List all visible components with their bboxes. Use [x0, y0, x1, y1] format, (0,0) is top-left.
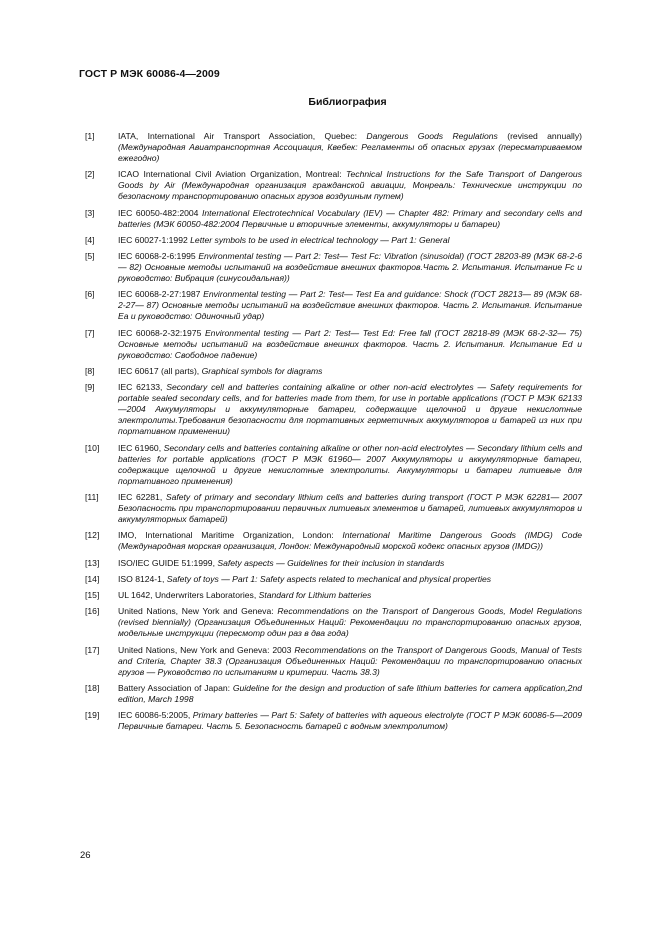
- bibliography-entry: [85, 558, 582, 569]
- entry-title: International Maritime Dangerous Goods (IMDG) Code: [342, 530, 583, 541]
- entry-citation: [118, 208, 582, 230]
- bibliography-entry: [85, 710, 582, 732]
- entry-reference: IEC 60068-2-27:1987: [118, 289, 204, 300]
- bibliography-entry: [85, 530, 582, 552]
- bibliography-entry: [85, 131, 582, 164]
- entry-body: [118, 382, 582, 437]
- entry-body: [118, 366, 582, 377]
- page-number: 26: [80, 850, 91, 861]
- entry-reference: UL 1642, Underwriters Laboratories,: [118, 590, 259, 601]
- entry-reference: IMO, International Maritime Organization, London:: [118, 530, 343, 541]
- entry-number: [1]: [85, 131, 95, 141]
- entry-title: Environmental testing — Part 2: Test— Test Ed: Free fall: [204, 327, 431, 338]
- entry-citation: [118, 492, 582, 525]
- entry-title: Dangerous Goods Regulations: [366, 131, 498, 141]
- entry-body: [118, 558, 582, 569]
- entry-title: Letter symbols to be used in electrical technology — Part 1: General: [190, 234, 450, 245]
- entry-russian-translation: (Международная морская организация, Лондон: Международный морской кодекс опасных грузов (IMDG)): [118, 541, 544, 552]
- entry-citation: [118, 530, 582, 552]
- entry-body: [118, 710, 582, 732]
- entry-citation: [118, 574, 582, 585]
- entry-citation: [118, 443, 582, 487]
- entry-body: [118, 492, 582, 525]
- bibliography-entry: [85, 683, 582, 705]
- entry-reference: IEC 60050-482:2004: [118, 207, 202, 218]
- entry-russian-translation: (Международная Авиатранспортная Ассоциация, Квебек: Регламенты об опасных грузах (пересматриваемом ежегодно): [118, 142, 582, 163]
- entry-number: [10]: [85, 442, 100, 453]
- entry-number: [19]: [85, 710, 100, 721]
- entry-title: Standard for Lithium batteries: [258, 590, 372, 601]
- entry-number: [9]: [85, 382, 95, 393]
- entry-number: [8]: [85, 366, 95, 377]
- entry-body: [118, 235, 582, 246]
- entry-body: [118, 289, 582, 322]
- bibliography-entry: [85, 289, 582, 322]
- bibliography-list: [85, 131, 582, 738]
- entry-citation: [118, 251, 582, 284]
- entry-citation: [118, 169, 582, 202]
- entry-number: [16]: [85, 606, 100, 617]
- entry-number: [12]: [85, 530, 100, 541]
- entry-reference: United Nations, New York and Geneva:: [118, 606, 278, 617]
- entry-number: [17]: [85, 644, 100, 655]
- entry-reference: IEC 60068-2-6:1995: [118, 251, 199, 262]
- entry-number: [13]: [85, 557, 100, 568]
- entry-title: Environmental testing — Part 2: Test— Test Fc: Vibration (sinusoidal): [198, 251, 465, 262]
- entry-reference: IEC 62133,: [118, 382, 167, 393]
- entry-body: [118, 574, 582, 585]
- entry-russian-translation: (Международная организация гражданской авиации, Монреаль: Технические инструкции по безопасному транспортированию опасных грузов воздушным путем): [118, 180, 582, 202]
- entry-citation: [118, 366, 582, 377]
- entry-citation: [118, 590, 582, 601]
- entry-title: Primary batteries — Part 5: Safety of batteries with aqueous electrolyte: [192, 710, 464, 721]
- entry-body: [118, 131, 582, 164]
- entry-title: Safety aspects — Guidelines for their inclusion in standards: [217, 557, 445, 568]
- entry-title: Graphical symbols for diagrams: [201, 366, 323, 377]
- entry-reference: ICAO International Civil Aviation Organization, Montreal:: [118, 169, 347, 180]
- entry-number: [4]: [85, 234, 95, 245]
- entry-title: Safety of toys — Part 1: Safety aspects related to mechanical and physical properties: [166, 573, 492, 584]
- entry-body: [118, 645, 582, 678]
- entry-reference: IEC 60086-5:2005,: [118, 710, 193, 721]
- entry-title: Secondary cells and batteries containing alkaline or other non-acid electrolytes — Secondary lithium cells and batteries for portable applications: [118, 442, 582, 464]
- entry-reference: Battery Association of Japan:: [118, 683, 233, 694]
- entry-number: [7]: [85, 327, 95, 338]
- bibliography-entry: [85, 492, 582, 525]
- entry-russian-translation: (ГОСТ 28218-89 (МЭК 68-2-32— 75) Основные методы испытаний на воздействие внешних факторов. Часть 2. Испытания. Испытание Ed и руководство: Свободное падение): [118, 327, 582, 360]
- entry-reference: United Nations, New York and Geneva: 2003: [118, 644, 295, 655]
- entry-number: [15]: [85, 590, 100, 601]
- entry-citation: [118, 382, 582, 437]
- entry-reference: ISO 8124-1,: [118, 573, 167, 584]
- entry-russian-translation: (ГОСТ 28203-89 (МЭК 68-2-6— 82) Основные методы испытаний на воздействие внешних факторов.Часть 2. Испытания. Испытание Fc и руководство: Вибрация (синусоидальная)): [118, 251, 582, 284]
- entry-body: [118, 208, 582, 230]
- bibliography-entry: [85, 590, 582, 601]
- entry-reference: ISO/IEC GUIDE 51:1999,: [118, 557, 218, 568]
- entry-body: [118, 169, 582, 202]
- section-title-text: Библиография: [308, 96, 387, 108]
- entry-citation: [118, 645, 582, 678]
- entry-reference: IATA, International Air Transport Association, Quebec:: [118, 131, 367, 141]
- bibliography-entry: [85, 328, 582, 361]
- entry-citation: [118, 558, 582, 569]
- entry-russian-translation: (МЭК 60050-482:2004 Первичные и вторичные элементы, аккумуляторы и батареи): [153, 218, 501, 229]
- entry-citation: [118, 710, 582, 732]
- bibliography-entry: [85, 382, 582, 437]
- entry-reference: IEC 60027-1:1992: [118, 234, 191, 245]
- entry-body: [118, 530, 582, 552]
- entry-body: [118, 606, 582, 639]
- entry-body: [118, 683, 582, 705]
- entry-body: [118, 328, 582, 361]
- entry-title: International Electrotechnical Vocabulary (IEV) — Chapter 482: Primary and secondary cells and batteries: [118, 207, 582, 229]
- entry-title: Safety of primary and secondary lithium cells and batteries during transport: [165, 491, 464, 502]
- entry-title: Environmental testing — Part 2: Test— Test Ea and guidance: Shock: [203, 289, 469, 300]
- bibliography-entry: [85, 235, 582, 246]
- entry-reference: IEC 60617 (all parts),: [118, 366, 202, 377]
- entry-russian-translation: (Организация Объединенных Наций: Рекомендации по транспортированию опасных грузов, модельные инструкции (пересмотр один раз в два года): [118, 617, 582, 639]
- bibliography-entry: [85, 208, 582, 230]
- entry-russian-translation: (ГОСТ Р МЭК 62133—2004 Аккумуляторы и аккумуляторные батареи, содержащие щелочной и другие некислотные электролиты.Требования безопасности для портативных герметичных аккумуляторов и батарей из них при портативном применении): [118, 393, 583, 437]
- entry-citation: [118, 131, 582, 164]
- entry-russian-translation: (ГОСТ 28213— 89 (МЭК 68-2-27— 87) Основные методы испытаний на воздействие внешних факторов. Часть 2. Испытания. Испытание Ea и руководство: Одиночный удар): [118, 289, 582, 322]
- entry-title: Recommendations on the Transport of Dangerous Goods, Manual of Tests and Criteria, Chapter 38.3: [118, 644, 582, 666]
- entry-body: [118, 590, 582, 601]
- bibliography-entry: [85, 606, 582, 639]
- entry-number: [5]: [85, 251, 95, 262]
- entry-citation: [118, 289, 582, 322]
- entry-number: [3]: [85, 207, 95, 218]
- entry-reference: IEC 60068-2-32:1975: [118, 327, 205, 338]
- entry-russian-translation: (ГОСТ Р МЭК 62281— 2007 Безопасность при транспортировании первичных литиевых элементов и батарей, литиевых аккумуляторов и аккумуляторных батарей): [118, 491, 582, 524]
- entry-citation: [118, 235, 582, 246]
- bibliography-entry: [85, 251, 582, 284]
- bibliography-entry: [85, 443, 582, 487]
- bibliography-entry: [85, 169, 582, 202]
- bibliography-entry: [85, 366, 582, 377]
- entry-russian-translation: (ГОСТ Р МЭК 60086-5—2009 Первичные батареи. Часть 5. Безопасность батарей с водным электролитом): [118, 710, 582, 732]
- bibliography-entry: [85, 574, 582, 585]
- entry-title: Guideline for the design and production of safe lithium batteries for camera application,2nd edition, March 1998: [118, 683, 583, 705]
- entry-note: (revised annually): [497, 131, 583, 141]
- document-header: ГОСТ Р МЭК 60086-4—2009: [79, 68, 220, 80]
- entry-reference: IEC 61960,: [118, 442, 164, 453]
- entry-number: [18]: [85, 683, 100, 694]
- entry-number: [14]: [85, 573, 100, 584]
- entry-reference: IEC 62281,: [118, 491, 166, 502]
- entry-number: [2]: [85, 169, 95, 180]
- entry-body: [118, 443, 582, 487]
- entry-body: [118, 251, 582, 284]
- section-title: [0, 96, 661, 108]
- entry-title: Recommendations on the Transport of Dangerous Goods, Model Regulations (revised biennially): [118, 606, 582, 628]
- entry-title: Technical Instructions for the Safe Transport of Dangerous Goods by Air: [118, 169, 582, 191]
- entry-russian-translation: (ГОСТ Р МЭК 61960— 2007 Аккумуляторы и аккумуляторные батареи, содержащие щелочной и другие некислотные электролиты. Аккумуляторы и батареи литиевые для портативного применения): [118, 453, 582, 486]
- entry-citation: [118, 328, 582, 361]
- entry-title: Secondary cell and batteries containing alkaline or other non-acid electrolytes — Safety requirements for portable sealed secondary cells, and for batteries made from them, for use in portable applications: [118, 382, 583, 404]
- entry-number: [6]: [85, 289, 95, 300]
- entry-russian-translation: (Организация Объединенных Наций: Рекомендации по транспортированию опасных грузов — Руководство по испытаниям и критерии. Часть 38.3): [118, 655, 582, 677]
- entry-number: [11]: [85, 491, 99, 502]
- entry-citation: [118, 606, 582, 639]
- bibliography-entry: [85, 645, 582, 678]
- entry-citation: [118, 683, 582, 705]
